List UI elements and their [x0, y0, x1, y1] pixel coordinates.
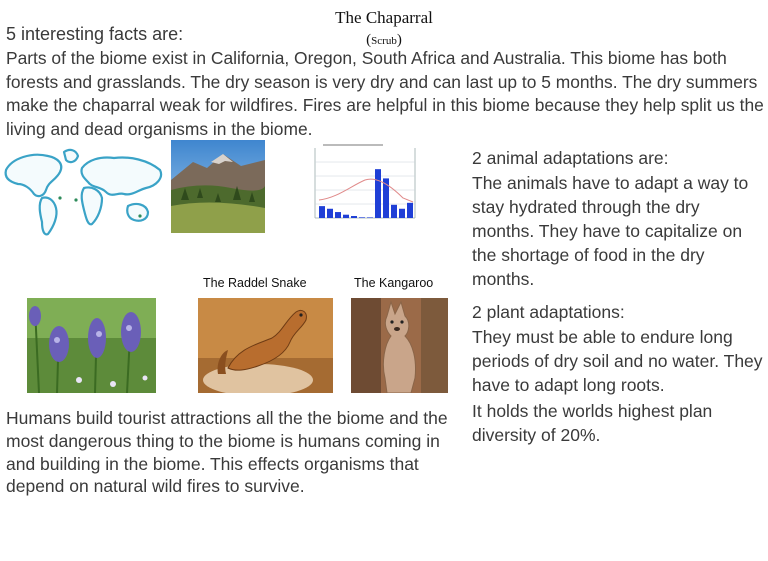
humans-impact-text: Humans build tourist attractions all the the biome and the most dangerous thing to the biome is humans coming in and building in the biome. This effects organisms that depend on natural wild fires to survive. — [6, 408, 448, 497]
climate-bar — [367, 217, 373, 218]
animal-adaptations-heading: 2 animal adaptations are: — [472, 148, 669, 168]
climate-bar — [343, 215, 349, 218]
climate-bar — [375, 169, 381, 218]
facts-body: Parts of the biome exist in California, Oregon, South Africa and Australia. This biome has both forests and grasslands. The dry season is very dry and can last up to 5 months. The dry summers make the chaparral weak for wildfires. Fires are helpful in this biome because they help split us the living and dead organisms in the biome. — [6, 48, 764, 139]
kangaroo-caption: The Kangaroo — [354, 276, 434, 290]
climate-bar — [359, 217, 365, 218]
climate-bar — [319, 206, 325, 218]
climate-bar — [327, 209, 333, 218]
animal-adaptations-body: The animals have to adapt a way to stay hydrated through the dry months. They have to capitalize on the shortage of food in the dry months. — [472, 173, 749, 289]
kangaroo-image — [351, 298, 448, 393]
snake-image — [198, 298, 333, 393]
plant-diversity-text: It holds the worlds highest plan diversity of 20%. — [472, 401, 713, 445]
climate-bar — [391, 205, 397, 218]
subtitle-small: Scrub — [371, 35, 397, 47]
world-map-image — [2, 140, 167, 238]
wildflowers-image — [27, 298, 156, 393]
subtitle-open: ( — [366, 32, 372, 48]
snake-caption: The Raddel Snake — [203, 276, 307, 290]
climate-bar — [399, 209, 405, 218]
facts-heading: 5 interesting facts are: — [6, 24, 184, 44]
climate-graph-image — [303, 142, 427, 226]
climate-bar — [407, 203, 413, 218]
page-title: The Chaparral — [335, 8, 433, 27]
climate-bar — [351, 216, 357, 218]
plant-adaptations-heading: 2 plant adaptations: — [472, 302, 625, 322]
plant-adaptations-body — [472, 325, 766, 447]
plant-adaptations-text: They must be able to endure long periods of dry soil and no water. They have to adapt long roots. — [472, 327, 763, 395]
climate-bar — [335, 212, 341, 218]
mountain-landscape-image — [171, 140, 265, 233]
subtitle-close: ) — [396, 32, 402, 48]
